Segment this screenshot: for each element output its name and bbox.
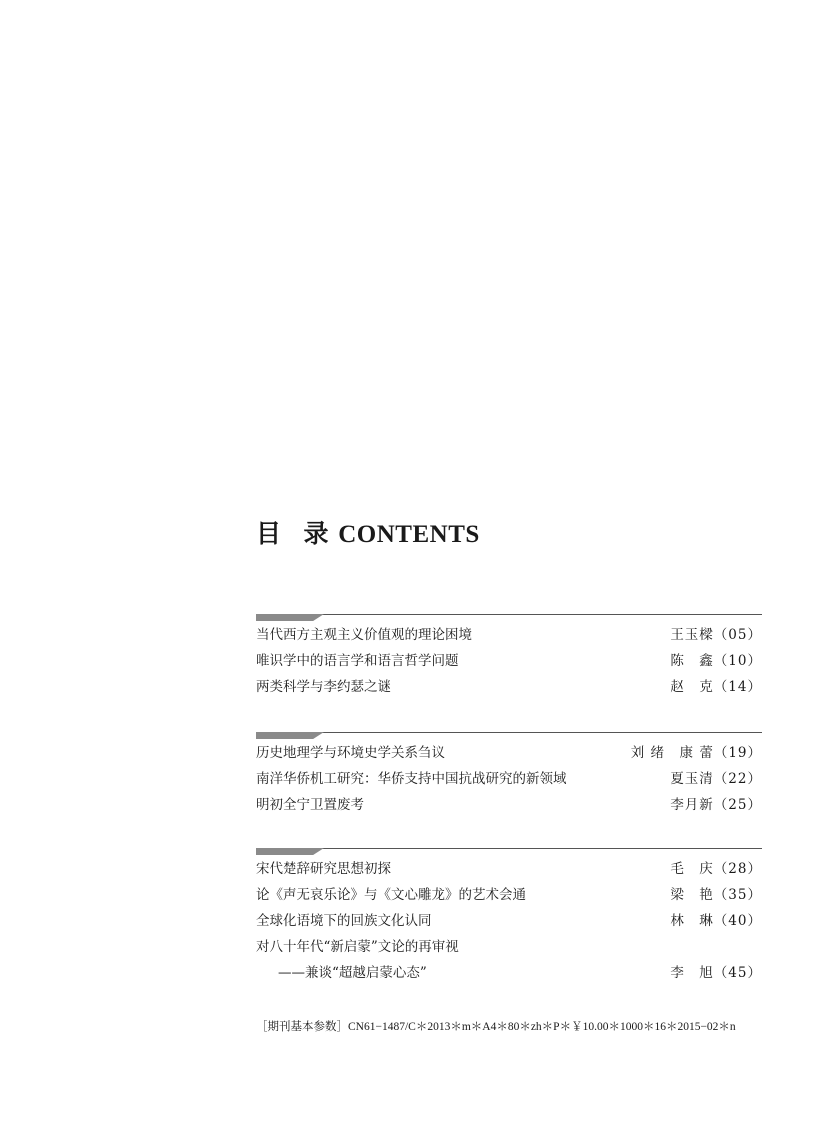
toc-entry[interactable] — [256, 934, 762, 960]
section-divider — [256, 848, 762, 856]
toc-section-2 — [256, 732, 762, 818]
entry-title: 论《声无哀乐论》与《文心雕龙》的艺术会通 — [256, 887, 526, 903]
entry-author-page: 夏玉清（22） — [670, 771, 762, 787]
journal-parameters: ［期刊基本参数］CN61−1487/C＊2013＊m＊A4＊80＊zh＊P＊￥10.00＊1000＊16＊2015−02＊n — [256, 1021, 736, 1033]
entry-title: 两类科学与李约瑟之谜 — [256, 679, 391, 695]
toc-entry[interactable] — [256, 792, 762, 818]
entry-author-page: 李月新（25） — [670, 797, 762, 813]
section-divider — [256, 614, 762, 622]
entry-title: 全球化语境下的回族文化认同 — [256, 913, 432, 929]
entry-title: 当代西方主观主义价值观的理论困境 — [256, 627, 472, 643]
entry-title: 唯识学中的语言学和语言哲学问题 — [256, 653, 459, 669]
entry-author-page: 李 旭（45） — [670, 965, 762, 981]
entry-title: 对八十年代“新启蒙”文论的再审视 — [256, 939, 459, 955]
entry-author-page: 林 琳（40） — [670, 913, 762, 929]
entry-author-page: 陈 鑫（10） — [670, 653, 762, 669]
toc-entry-subtitle[interactable] — [256, 960, 762, 986]
section-divider — [256, 732, 762, 740]
entry-author-page: 刘 绪 康 蕾（19） — [630, 745, 762, 761]
toc-entry[interactable] — [256, 648, 762, 674]
title-cn-mu: 目 — [256, 519, 282, 548]
entry-title: 南洋华侨机工研究：华侨支持中国抗战研究的新领域 — [256, 771, 567, 787]
entry-author-page: 赵 克（14） — [670, 679, 762, 695]
toc-entry[interactable] — [256, 740, 762, 766]
entry-author-page: 梁 艳（35） — [670, 887, 762, 903]
entry-title: 明初全宁卫置废考 — [256, 797, 364, 813]
title-cn-lu: 录 — [303, 519, 330, 548]
toc-entry[interactable] — [256, 674, 762, 700]
entry-subtitle: ——兼谈“超越启蒙心态” — [278, 965, 427, 981]
title-en: CONTENTS — [338, 521, 480, 548]
entry-author-page: 毛 庆（28） — [670, 861, 762, 877]
toc-entry[interactable] — [256, 766, 762, 792]
toc-entry[interactable] — [256, 622, 762, 648]
toc-entry[interactable] — [256, 882, 762, 908]
page-title — [256, 514, 480, 550]
toc-entry[interactable] — [256, 908, 762, 934]
entry-title: 历史地理学与环境史学关系刍议 — [256, 745, 445, 761]
entry-author-page: 王玉樑（05） — [670, 627, 762, 643]
toc-entry[interactable] — [256, 856, 762, 882]
toc-section-1 — [256, 614, 762, 700]
entry-title: 宋代楚辞研究思想初探 — [256, 861, 391, 877]
toc-section-3 — [256, 848, 762, 986]
